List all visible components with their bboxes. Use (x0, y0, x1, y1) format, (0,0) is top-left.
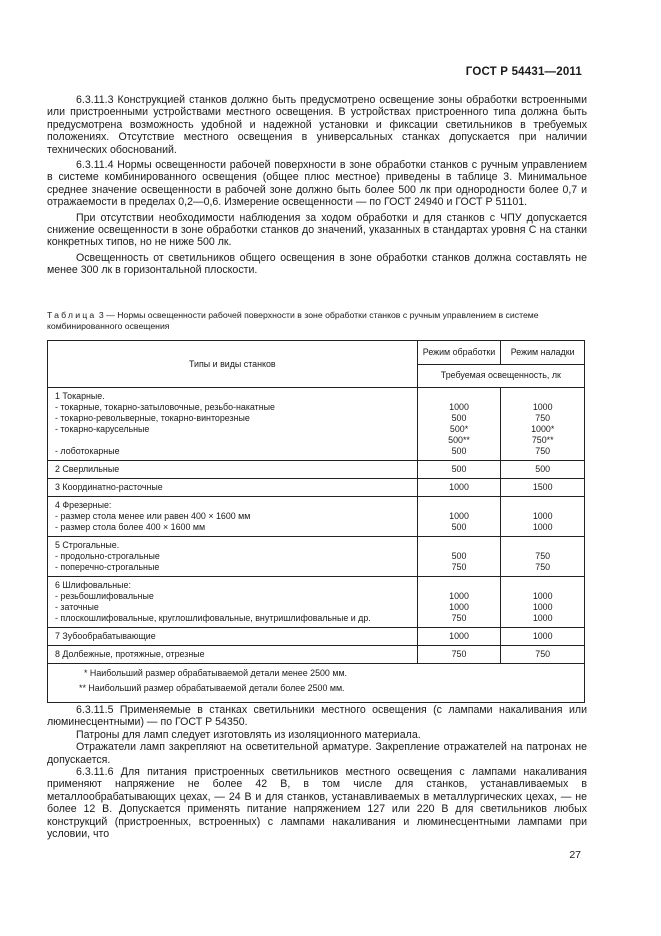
setup-mode-cell-line: 750 (535, 649, 551, 659)
table-footnotes (48, 664, 585, 703)
machine-type-cell-line: - поперечно-строгальные (55, 562, 160, 572)
processing-mode-cell-line (422, 391, 497, 402)
machine-type-cell-line (55, 435, 411, 446)
table-caption-text: 3 — Нормы освещенности рабочей поверхности в зоне обработки станков с ручным управлением в системе комбинированного освещения (47, 310, 539, 331)
machine-type-cell-line: 4 Фрезерные: (55, 500, 112, 510)
setup-mode-cell (501, 479, 585, 497)
machine-type-cell-line: 6 Шлифовальные: (55, 580, 131, 590)
processing-mode-cell-line: 500 (451, 446, 467, 456)
processing-mode-cell-line (422, 580, 497, 591)
paragraph-6-3-11-5: 6.3.11.5 Применяемые в станках светильники местного освещения (с лампами накаливания или люминесцентными) — по ГОСТ Р 54350. (47, 704, 587, 729)
machine-type-cell-line: - лоботокарные (55, 446, 120, 456)
table-row (48, 646, 585, 664)
machine-type-cell-line: 8 Долбежные, протяжные, отрезные (55, 649, 205, 659)
machine-type-cell (48, 537, 418, 577)
processing-mode-cell-line: 500 (451, 464, 467, 474)
table-body (48, 388, 585, 664)
processing-mode-cell-line: 500 (451, 413, 467, 423)
machine-type-cell (48, 461, 418, 479)
setup-mode-cell-line: 1000 (532, 613, 553, 623)
processing-mode-cell-line: 1000 (449, 631, 469, 641)
processing-mode-cell-line: 500 (451, 551, 467, 561)
page-number: 27 (569, 849, 581, 861)
machine-type-cell-line: - токарно-карусельные (55, 424, 150, 434)
processing-mode-cell (417, 388, 501, 461)
processing-mode-cell-line: 750 (451, 649, 467, 659)
setup-mode-cell-line: 750** (531, 435, 554, 445)
processing-mode-cell (417, 537, 501, 577)
setup-mode-cell (501, 628, 585, 646)
bottom-text-block (47, 704, 587, 840)
setup-mode-cell-line: 1000 (532, 522, 553, 532)
processing-mode-cell-line: 1000 (449, 511, 469, 521)
illumination-norms-table (47, 340, 585, 703)
document-number: ГОСТ Р 54431—2011 (465, 66, 582, 78)
paragraph-general-lighting: Освещенность от светильников общего освещения в зоне обработки станков должна составлять не менее 300 лк в горизонтальной плоскости. (47, 251, 587, 277)
table-caption (47, 310, 587, 332)
setup-mode-cell-line (505, 580, 580, 591)
processing-mode-cell-line: 1000 (449, 602, 469, 612)
paragraph-6-3-11-6: 6.3.11.6 Для питания пристроенных светильников местного освещения с лампами накаливания применяют напряжение не более 42 В, в том числе для станков, устанавливаемых в металлообрабатывающих цехах, — 24 В и для станков, устанавливаемых в металлургических цехах, — не более 12 В. Допускается применять питание напряжением 127 или 220 В для светильников любых конструкций (пристроенных, встроенных) с лампами накаливания и люминесцентными лампами при условии, что (47, 766, 587, 841)
processing-mode-cell (417, 479, 501, 497)
machine-type-cell-line: - продольно-строгальные (55, 551, 160, 561)
table-row (48, 497, 585, 537)
paragraph-cnc-note: При отсутствии необходимости наблюдения за ходом обработки и для станков с ЧПУ допускается снижение освещенности в зоне обработки станков до значений, указанных в стандартах уровня С на станки конкретных типов, но не ниже 500 лк. (47, 211, 587, 249)
setup-mode-cell-line: 500 (535, 464, 551, 474)
machine-type-cell-line: 5 Строгальные. (55, 540, 120, 550)
paragraph-lamp-reflectors: Отражатели ламп закрепляют на осветительной арматуре. Закрепление отражателей на патронах не допускается. (47, 741, 587, 766)
machine-type-cell-line: 1 Токарные. (55, 391, 105, 401)
machine-type-cell-line: 3 Координатно-расточные (55, 482, 163, 492)
table-row (48, 461, 585, 479)
table-row (48, 537, 585, 577)
machine-type-cell (48, 646, 418, 664)
machine-type-cell (48, 577, 418, 628)
machine-type-cell-line: 7 Зубообрабатывающие (55, 631, 156, 641)
setup-mode-cell-line: 1000* (531, 424, 555, 434)
processing-mode-cell-line: 750 (451, 613, 467, 623)
footnote-single-star: * Наибольший размер обрабатываемой детали менее 2500 мм. (84, 668, 348, 678)
machine-type-cell-line: - токарные, токарно-затыловочные, резьбо-накатные (55, 402, 275, 412)
table-row (48, 628, 585, 646)
setup-mode-cell-line (505, 391, 580, 402)
setup-mode-cell-line: 750 (535, 446, 551, 456)
processing-mode-cell (417, 628, 501, 646)
setup-mode-cell-line: 1000 (532, 591, 553, 601)
setup-mode-cell-line: 1000 (532, 631, 553, 641)
setup-mode-cell (501, 461, 585, 479)
setup-mode-cell-line (505, 540, 580, 551)
machine-type-cell-line: - токарно-револьверные, токарно-винторезные (55, 413, 250, 423)
machine-type-cell-line: 2 Сверлильные (55, 464, 120, 474)
processing-mode-cell (417, 646, 501, 664)
setup-mode-cell (501, 497, 585, 537)
processing-mode-cell-line: 1000 (449, 591, 469, 601)
machine-type-cell (48, 497, 418, 537)
machine-type-cell-line: - размер стола менее или равен 400 × 1600 мм (55, 511, 251, 521)
table-caption-label: Таблица (47, 310, 97, 320)
setup-mode-cell (501, 646, 585, 664)
table-row (48, 577, 585, 628)
header-processing-mode: Режим обработки (417, 341, 501, 365)
processing-mode-cell (417, 577, 501, 628)
processing-mode-cell-line: 500 (451, 522, 467, 532)
machine-type-cell (48, 479, 418, 497)
setup-mode-cell-line: 750 (535, 413, 551, 423)
setup-mode-cell-line: 750 (535, 562, 551, 572)
machine-type-cell-line: - резьбошлифовальные (55, 591, 154, 601)
setup-mode-cell-line: 1000 (532, 602, 553, 612)
processing-mode-cell-line: 500** (448, 435, 470, 445)
setup-mode-cell (501, 388, 585, 461)
table-row (48, 388, 585, 461)
setup-mode-cell (501, 577, 585, 628)
processing-mode-cell-line: 500* (449, 424, 469, 434)
paragraph-6-3-11-3: 6.3.11.3 Конструкцией станков должно быть предусмотрено освещение зоны обработки встроенными или пристроенными устройствами местного освещения. В устройствах пристроенного типа должна быть предусмотрена возможность удобной и надежной установки и фиксации светильников в требуемых положениях. Отсутствие местного освещения в универсальных станках допускается при наличии технических обоснований. (47, 94, 587, 156)
top-text-block (47, 94, 587, 280)
machine-type-cell-line: - плоскошлифовальные, круглошлифовальные, внутришлифовальные и др. (55, 613, 371, 623)
processing-mode-cell-line: 1000 (449, 482, 469, 492)
processing-mode-cell-line (422, 540, 497, 551)
header-required-illuminance: Требуемая освещенность, лк (417, 364, 584, 388)
processing-mode-cell (417, 497, 501, 537)
processing-mode-cell-line: 1000 (449, 402, 469, 412)
machine-type-cell (48, 388, 418, 461)
setup-mode-cell-line: 1000 (532, 402, 553, 412)
header-machine-types: Типы и виды станков (48, 341, 418, 388)
processing-mode-cell-line: 750 (451, 562, 467, 572)
machine-type-cell-line: - заточные (55, 602, 99, 612)
machine-type-cell (48, 628, 418, 646)
table-row (48, 479, 585, 497)
paragraph-6-3-11-4: 6.3.11.4 Нормы освещенности рабочей поверхности в зоне обработки станков с ручным управлением в системе комбинированного освещения (общее плюс местное) приведены в таблице 3. Минимальное среднее значение освещенности в рабочей зоне должно быть более 500 лк при однородности более 0,7 и отражаемости в пределах 0,2—0,6. Измерение освещенности — по ГОСТ 24940 и ГОСТ Р 51101. (47, 159, 587, 209)
setup-mode-cell (501, 537, 585, 577)
setup-mode-cell-line: 1000 (532, 511, 553, 521)
setup-mode-cell-line: 750 (535, 551, 551, 561)
machine-type-cell-line: - размер стола более 400 × 1600 мм (55, 522, 206, 532)
processing-mode-cell (417, 461, 501, 479)
header-setup-mode: Режим наладки (501, 341, 585, 365)
setup-mode-cell-line: 1500 (532, 482, 553, 492)
footnote-double-star: ** Наибольший размер обрабатываемой детали более 2500 мм. (79, 683, 345, 693)
setup-mode-cell-line (505, 500, 580, 511)
paragraph-lamp-sockets: Патроны для ламп следует изготовлять из изоляционного материала. (76, 728, 421, 741)
processing-mode-cell-line (422, 500, 497, 511)
